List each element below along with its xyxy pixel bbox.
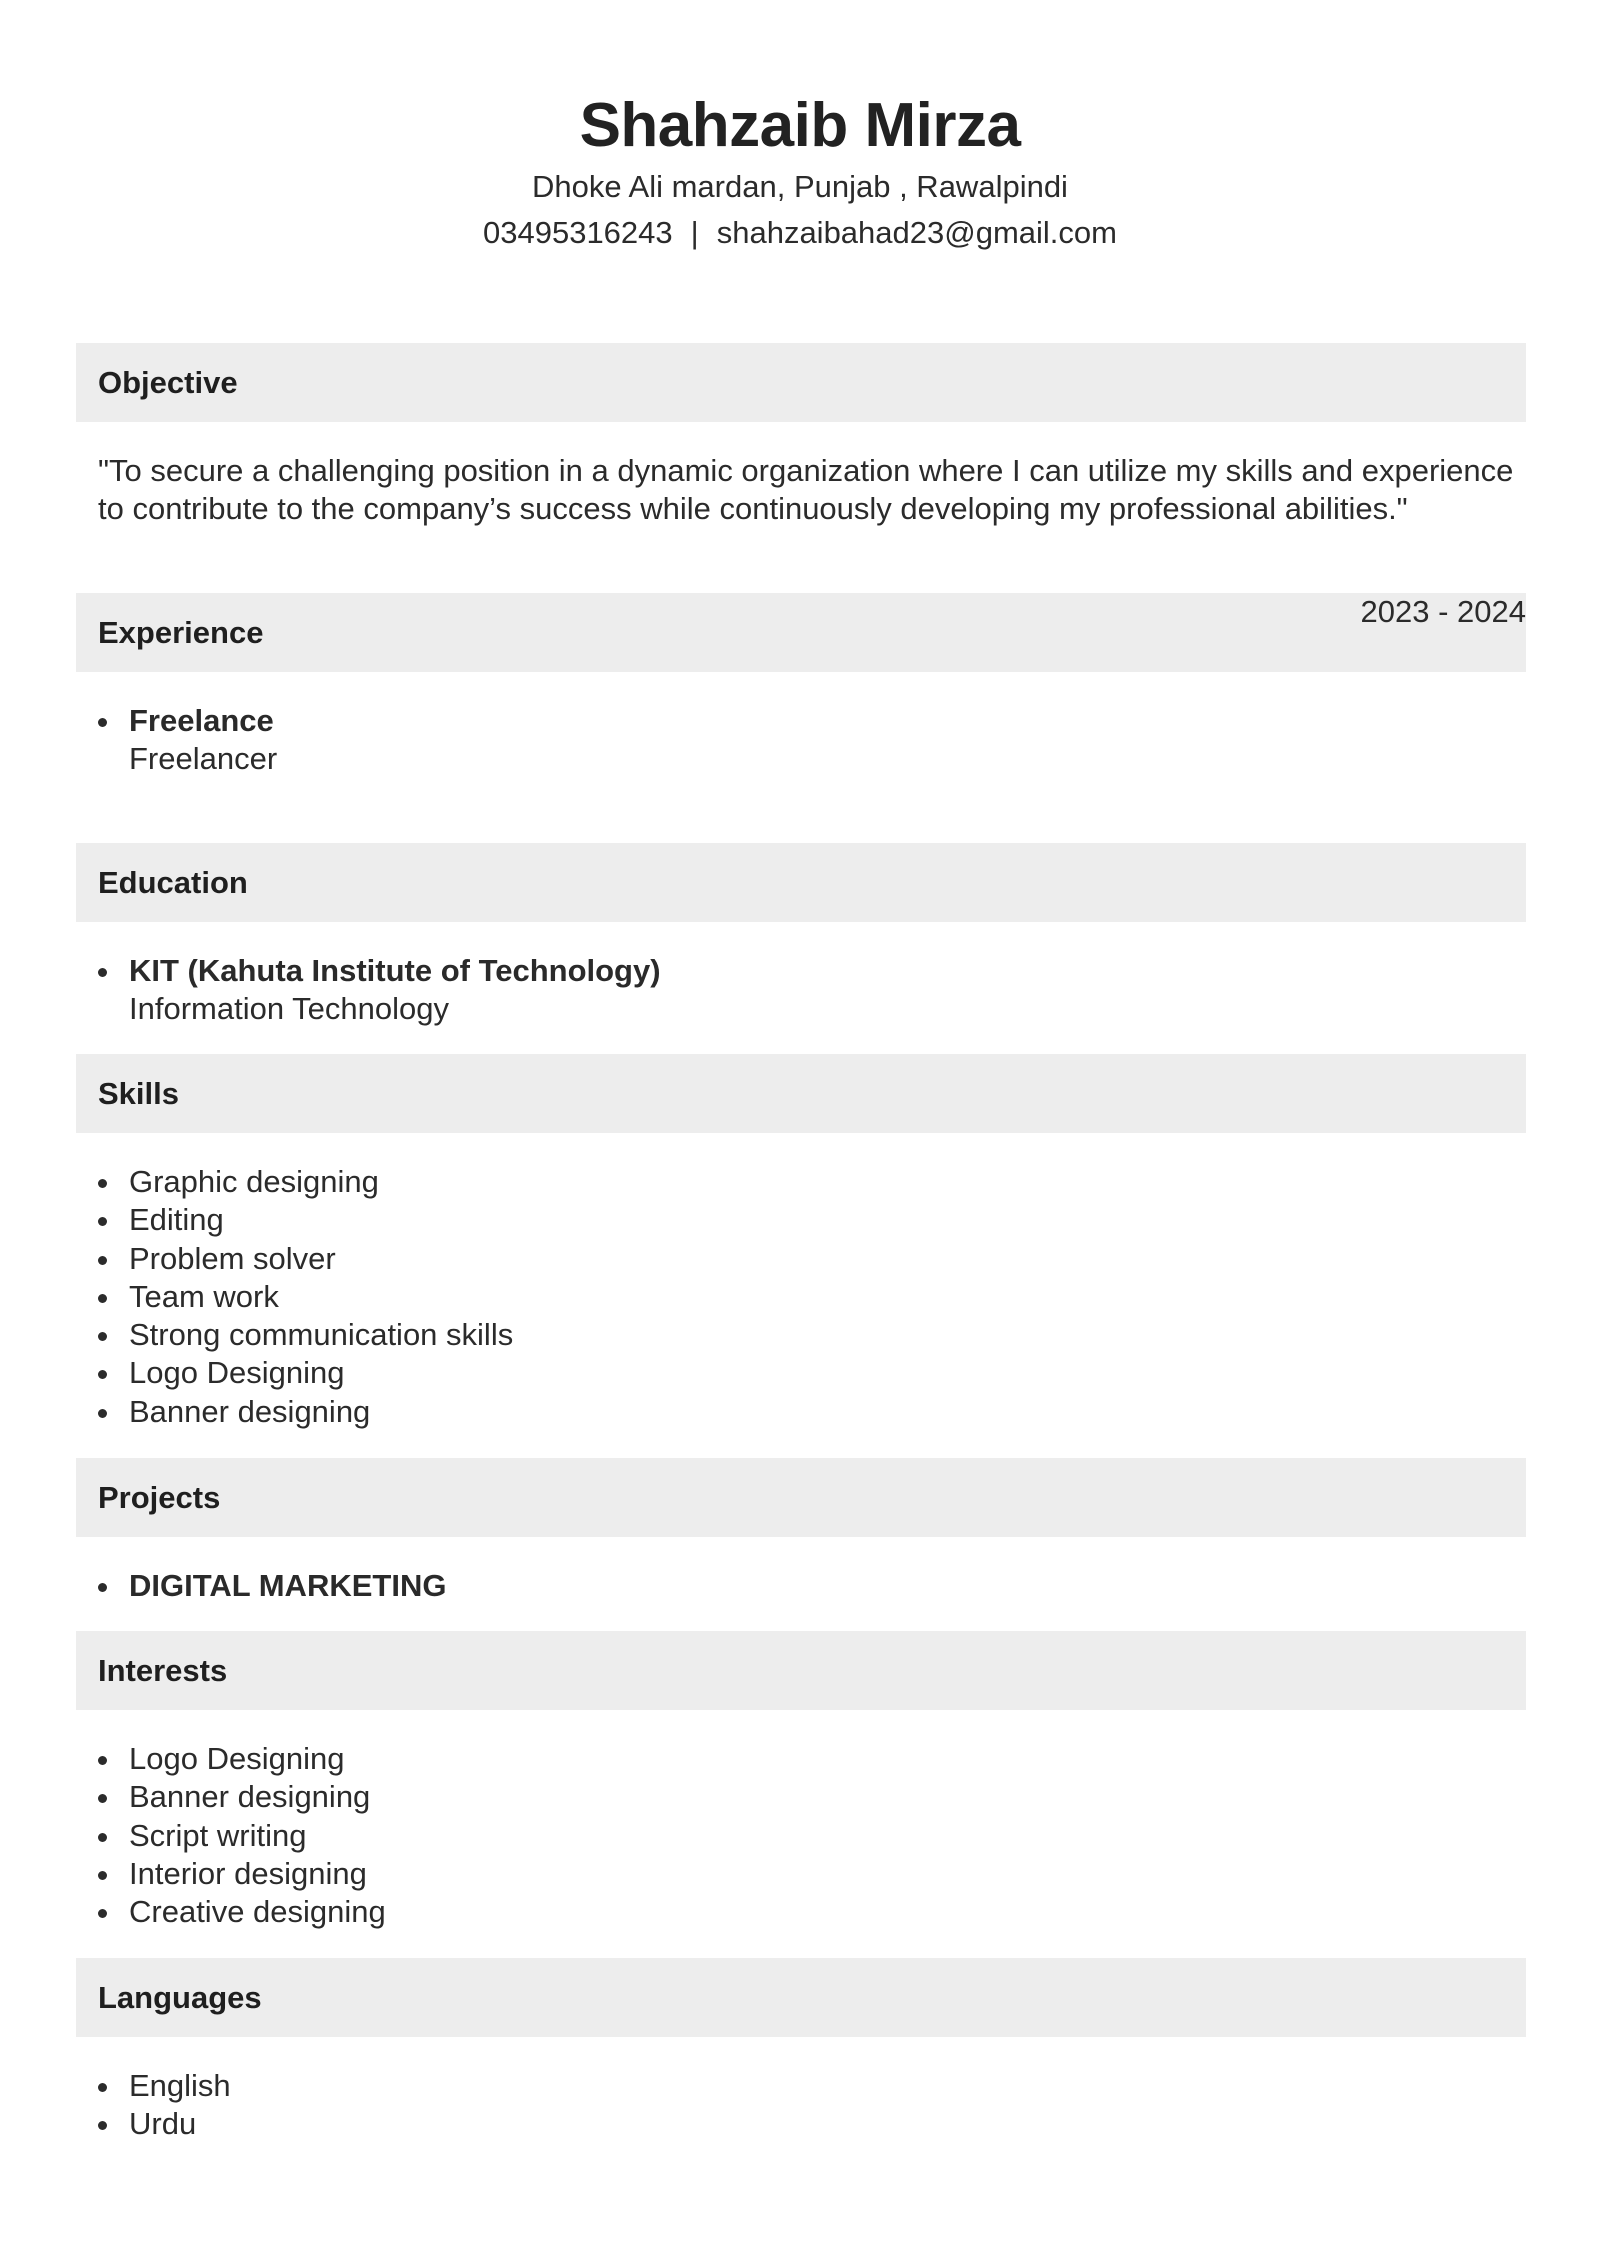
skill-item: Problem solver: [98, 1240, 1526, 1278]
phone: 03495316243: [483, 215, 673, 250]
education-institution: KIT (Kahuta Institute of Technology): [129, 953, 661, 988]
experience-role: Freelancer: [129, 741, 278, 777]
project-item: DIGITAL MARKETING: [98, 1567, 1526, 1605]
education-section: [76, 843, 1526, 1029]
skills-list: [76, 1163, 1526, 1431]
education-field: Information Technology: [129, 991, 449, 1027]
languages-list: [76, 2067, 1526, 2144]
objective-heading: Objective: [76, 343, 1526, 422]
experience-title: Freelance: [129, 703, 274, 738]
interest-item: Creative designing: [98, 1893, 1526, 1931]
skill-item: Banner designing: [98, 1393, 1526, 1431]
address: Dhoke Ali mardan, Punjab , Rawalpindi: [532, 169, 1068, 204]
objective-text: "To secure a challenging position in a dynamic organization where I can utilize my skills and experience to contribute to the company’s success while continuously developing my professional abilities.": [98, 453, 1514, 526]
languages-section: [76, 1958, 1526, 2144]
education-list: [76, 952, 1526, 1029]
skill-item: Logo Designing: [98, 1354, 1526, 1392]
education-item: [98, 952, 1526, 1029]
projects-heading: Projects: [76, 1458, 1526, 1537]
languages-heading: Languages: [76, 1958, 1526, 2037]
interest-item: Banner designing: [98, 1778, 1526, 1816]
contact-separator: |: [690, 215, 699, 250]
skills-heading: Skills: [76, 1054, 1526, 1133]
skills-section: [76, 1054, 1526, 1431]
experience-section: [76, 593, 1526, 779]
interests-section: [76, 1631, 1526, 1931]
skill-item: Strong communication skills: [98, 1316, 1526, 1354]
interests-heading: Interests: [76, 1631, 1526, 1710]
language-item: Urdu: [98, 2105, 1526, 2143]
skill-item: Graphic designing: [98, 1163, 1526, 1201]
education-heading: Education: [76, 843, 1526, 922]
interests-list: [76, 1740, 1526, 1931]
address-line: [0, 164, 1600, 210]
email: shahzaibahad23@gmail.com: [716, 215, 1117, 250]
projects-section: [76, 1458, 1526, 1605]
candidate-name: Shahzaib Mirza: [579, 91, 1021, 160]
skill-item: Team work: [98, 1278, 1526, 1316]
skill-item: Editing: [98, 1201, 1526, 1239]
language-item: English: [98, 2067, 1526, 2105]
experience-dates: 2023 - 2024: [1360, 594, 1526, 629]
contact-line: [0, 210, 1600, 256]
projects-list: [76, 1567, 1526, 1605]
interest-item: Logo Designing: [98, 1740, 1526, 1778]
interest-item: Script writing: [98, 1817, 1526, 1855]
resume-header: [0, 88, 1600, 256]
experience-item: [98, 702, 1526, 779]
objective-section: [76, 343, 1526, 528]
experience-heading: Experience: [76, 593, 1526, 672]
interest-item: Interior designing: [98, 1855, 1526, 1893]
